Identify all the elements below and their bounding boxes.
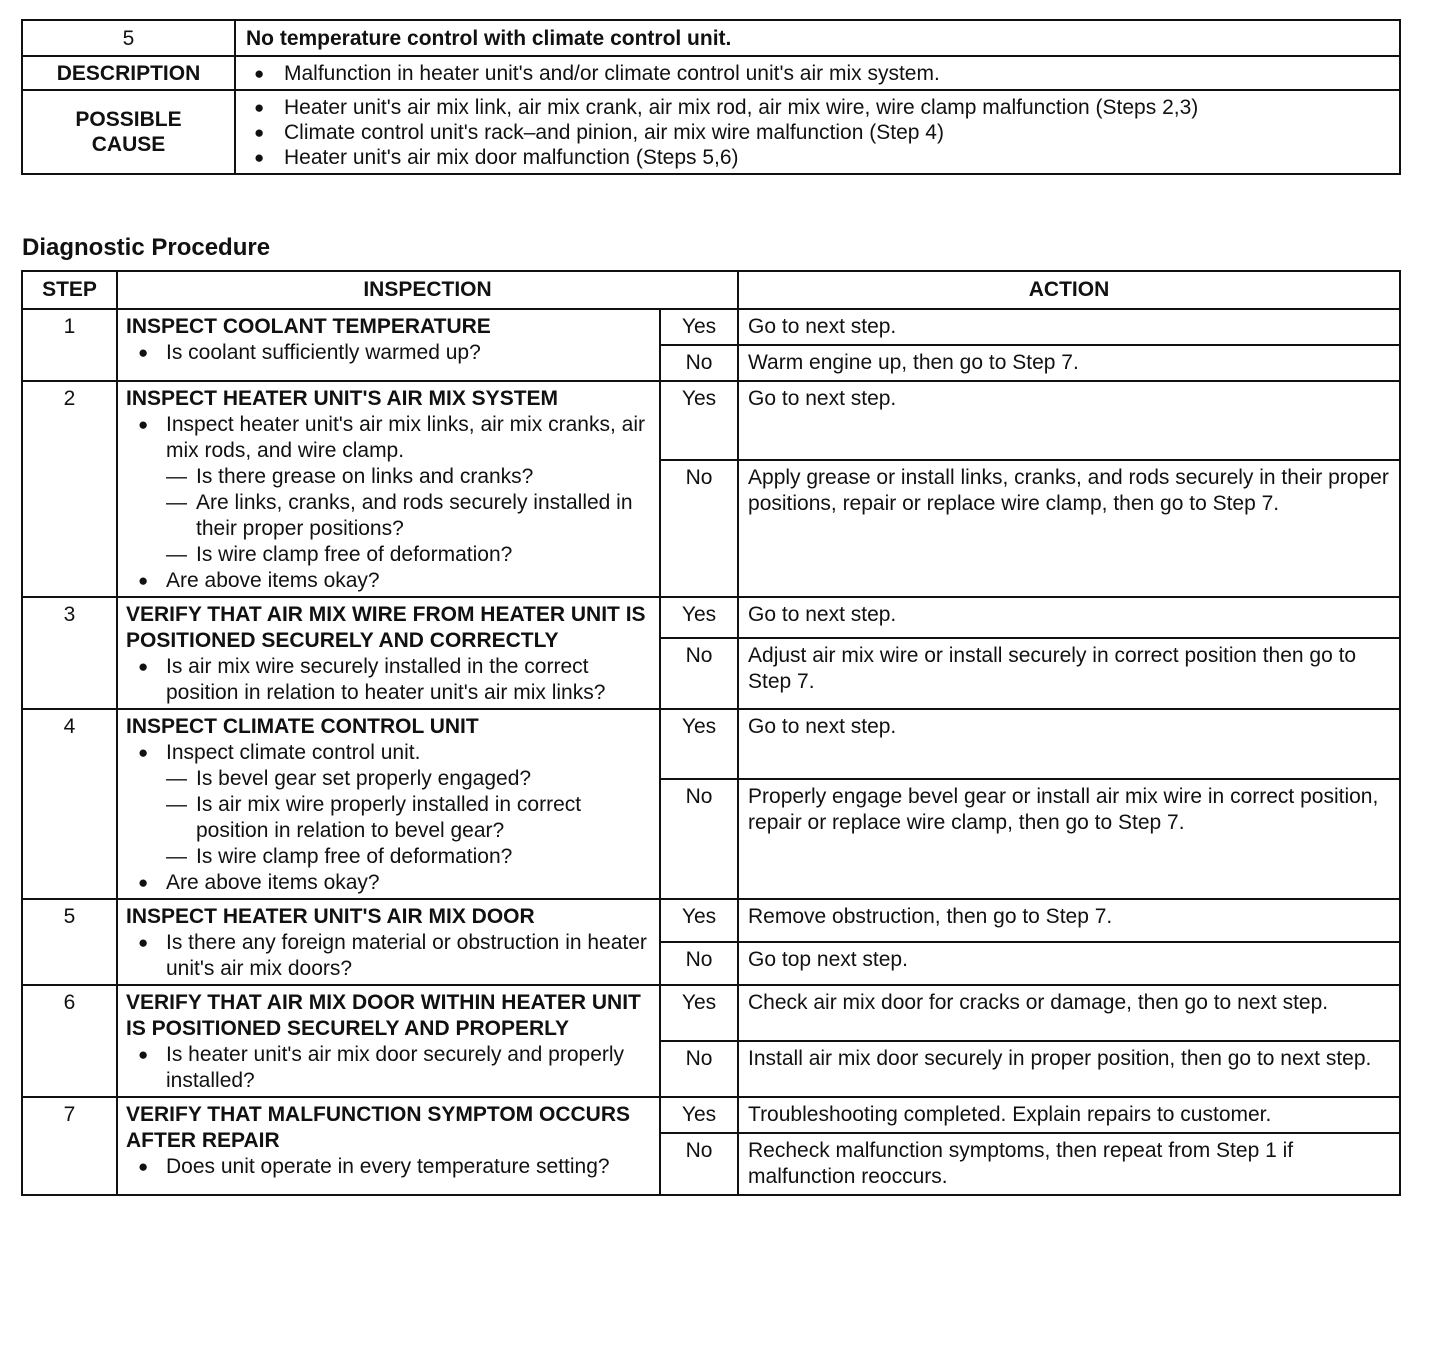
no-label: No: [660, 345, 738, 381]
step-inspection: [117, 709, 660, 899]
bullet-icon: ●: [138, 657, 149, 676]
yes-label: Yes: [660, 381, 738, 460]
no-label: No: [660, 460, 738, 597]
dash-icon: —: [166, 793, 187, 816]
no-action: Recheck malfunction symptoms, then repeat from Step 1 if malfunction reoccurs.: [738, 1133, 1400, 1195]
step-row: [22, 597, 1400, 638]
possible-cause-label-line2: CAUSE: [91, 133, 166, 156]
yes-label: Yes: [660, 1097, 738, 1133]
no-action: Go top next step.: [738, 942, 1400, 985]
bullet-icon: ●: [138, 743, 149, 762]
no-label: No: [660, 942, 738, 985]
step-inspection: [117, 899, 660, 985]
no-action: Warm engine up, then go to Step 7.: [738, 345, 1400, 381]
inspection-bullet: [126, 654, 653, 706]
inspection-title: VERIFY THAT AIR MIX WIRE FROM HEATER UNIT IS POSITIONED SECURELY AND CORRECTLY: [126, 603, 646, 652]
inspection-bullet-text: Is heater unit's air mix door securely and properly installed?: [166, 1043, 625, 1092]
symptom-number: 5: [22, 20, 235, 56]
bullet-icon: ●: [138, 571, 149, 590]
step-row: [22, 899, 1400, 942]
procedure-header-row: [22, 271, 1400, 309]
step-number: 4: [22, 709, 117, 899]
no-action: Install air mix door securely in proper position, then go to next step.: [738, 1041, 1400, 1097]
yes-label: Yes: [660, 597, 738, 638]
yes-action: Go to next step.: [738, 309, 1400, 345]
bullet-icon: ●: [138, 1045, 149, 1064]
inspection-bullet: [126, 1154, 653, 1180]
symptom-title: No temperature control with climate control unit.: [235, 20, 1400, 56]
possible-cause-list: [254, 95, 1391, 170]
yes-label: Yes: [660, 309, 738, 345]
yes-action: Check air mix door for cracks or damage, then go to next step.: [738, 985, 1400, 1041]
inspection-bullet-text: Is air mix wire securely installed in the correct position in relation to heater unit's air mix links?: [166, 655, 606, 704]
possible-cause-item-text: Heater unit's air mix link, air mix crank, air mix rod, air mix wire, wire clamp malfunction (Steps 2,3): [284, 96, 1199, 119]
inspection-bullet-text: Inspect climate control unit.: [166, 741, 421, 764]
step-inspection: [117, 985, 660, 1097]
bullet-icon: ●: [138, 1157, 149, 1176]
description-label: DESCRIPTION: [22, 56, 235, 90]
inspection-title: VERIFY THAT AIR MIX DOOR WITHIN HEATER UNIT IS POSITIONED SECURELY AND PROPERLY: [126, 991, 641, 1040]
bullet-icon: ●: [138, 873, 149, 892]
possible-cause-item-text: Climate control unit's rack–and pinion, air mix wire malfunction (Step 4): [284, 121, 944, 144]
summary-header-row: [22, 20, 1400, 56]
step-inspection: [117, 1097, 660, 1195]
dash-icon: —: [166, 845, 187, 868]
inspection-subitem-text: Is air mix wire properly installed in correct position in relation to bevel gear?: [196, 793, 582, 842]
step-inspection: [117, 381, 660, 597]
inspection-bullet: [126, 870, 653, 896]
bullet-icon: ●: [138, 343, 149, 362]
inspection-bullet: [126, 340, 653, 366]
procedure-body: [22, 309, 1400, 1195]
step-inspection: [117, 309, 660, 381]
yes-label: Yes: [660, 709, 738, 779]
description-list: [254, 61, 1391, 86]
no-label: No: [660, 1133, 738, 1195]
yes-label: Yes: [660, 985, 738, 1041]
step-inspection: [117, 597, 660, 709]
step-row: [22, 381, 1400, 460]
yes-action: Go to next step.: [738, 381, 1400, 460]
step-number: 3: [22, 597, 117, 709]
yes-action: Go to next step.: [738, 709, 1400, 779]
action-column-header: ACTION: [738, 271, 1400, 309]
inspection-title: VERIFY THAT MALFUNCTION SYMPTOM OCCURS AFTER REPAIR: [126, 1103, 630, 1152]
possible-cause-row: [22, 90, 1400, 174]
bullet-icon: ●: [254, 63, 265, 83]
inspection-title: INSPECT CLIMATE CONTROL UNIT: [126, 715, 479, 738]
inspection-subitem-text: Are links, cranks, and rods securely installed in their proper positions?: [196, 491, 633, 540]
yes-label: Yes: [660, 899, 738, 942]
no-label: No: [660, 779, 738, 899]
inspection-title: INSPECT COOLANT TEMPERATURE: [126, 315, 491, 338]
possible-cause-content: [235, 90, 1400, 174]
step-row: [22, 709, 1400, 779]
inspection-bullet-text: Is there any foreign material or obstruction in heater unit's air mix doors?: [166, 931, 647, 980]
description-item: [254, 61, 1391, 86]
step-row: [22, 1097, 1400, 1133]
symptom-summary-table: [21, 19, 1401, 175]
bullet-icon: ●: [138, 933, 149, 952]
inspection-subitem: [126, 844, 653, 870]
dash-icon: —: [166, 465, 187, 488]
step-number: 2: [22, 381, 117, 597]
bullet-icon: ●: [254, 148, 265, 167]
possible-cause-label-line1: POSSIBLE: [75, 108, 182, 131]
dash-icon: —: [166, 491, 187, 514]
possible-cause-item: [254, 145, 1391, 170]
bullet-icon: ●: [254, 123, 265, 142]
inspection-bullet: [126, 1042, 653, 1094]
step-row: [22, 309, 1400, 345]
no-action: Properly engage bevel gear or install air mix wire in correct position, repair or replace wire clamp, then go to Step 7.: [738, 779, 1400, 899]
inspection-bullet-text: Are above items okay?: [166, 871, 380, 894]
step-number: 7: [22, 1097, 117, 1195]
inspection-title: INSPECT HEATER UNIT'S AIR MIX SYSTEM: [126, 387, 559, 410]
inspection-column-header: INSPECTION: [117, 271, 738, 309]
diagnostic-procedure-table: [21, 270, 1401, 1196]
inspection-subitem: [126, 490, 653, 542]
yes-action: Remove obstruction, then go to Step 7.: [738, 899, 1400, 942]
step-number: 1: [22, 309, 117, 381]
inspection-bullet: [126, 740, 653, 766]
yes-action: Go to next step.: [738, 597, 1400, 638]
possible-cause-item-text: Heater unit's air mix door malfunction (Steps 5,6): [284, 146, 739, 169]
inspection-title: INSPECT HEATER UNIT'S AIR MIX DOOR: [126, 905, 535, 928]
description-item-text: Malfunction in heater unit's and/or climate control unit's air mix system.: [284, 61, 940, 85]
inspection-subitem: [126, 542, 653, 568]
inspection-bullet: [126, 568, 653, 594]
inspection-subitem: [126, 792, 653, 844]
bullet-icon: ●: [254, 98, 265, 117]
inspection-subitem-text: Is there grease on links and cranks?: [196, 465, 534, 488]
step-column-header: STEP: [22, 271, 117, 309]
inspection-subitem: [126, 464, 653, 490]
dash-icon: —: [166, 543, 187, 566]
procedure-title: Diagnostic Procedure: [22, 234, 271, 261]
no-label: No: [660, 638, 738, 709]
inspection-bullet: [126, 930, 653, 982]
inspection-bullet-text: Does unit operate in every temperature setting?: [166, 1155, 610, 1178]
yes-action: Troubleshooting completed. Explain repairs to customer.: [738, 1097, 1400, 1133]
step-number: 6: [22, 985, 117, 1097]
description-row: [22, 56, 1400, 90]
possible-cause-label: [22, 90, 235, 174]
inspection-subitem-text: Is bevel gear set properly engaged?: [196, 767, 532, 790]
inspection-subitem-text: Is wire clamp free of deformation?: [196, 543, 513, 566]
inspection-bullet-text: Is coolant sufficiently warmed up?: [166, 341, 481, 364]
inspection-subitem: [126, 766, 653, 792]
description-content: [235, 56, 1400, 90]
inspection-bullet-text: Are above items okay?: [166, 569, 380, 592]
dash-icon: —: [166, 767, 187, 790]
no-label: No: [660, 1041, 738, 1097]
no-action: Apply grease or install links, cranks, and rods securely in their proper positions, repair or replace wire clamp, then go to Step 7.: [738, 460, 1400, 597]
bullet-icon: ●: [138, 415, 149, 434]
possible-cause-item: [254, 120, 1391, 145]
possible-cause-item: [254, 95, 1391, 120]
inspection-bullet: [126, 412, 653, 464]
step-row: [22, 985, 1400, 1041]
step-number: 5: [22, 899, 117, 985]
inspection-bullet-text: Inspect heater unit's air mix links, air mix cranks, air mix rods, and wire clamp.: [166, 413, 645, 462]
inspection-subitem-text: Is wire clamp free of deformation?: [196, 845, 513, 868]
no-action: Adjust air mix wire or install securely in correct position then go to Step 7.: [738, 638, 1400, 709]
